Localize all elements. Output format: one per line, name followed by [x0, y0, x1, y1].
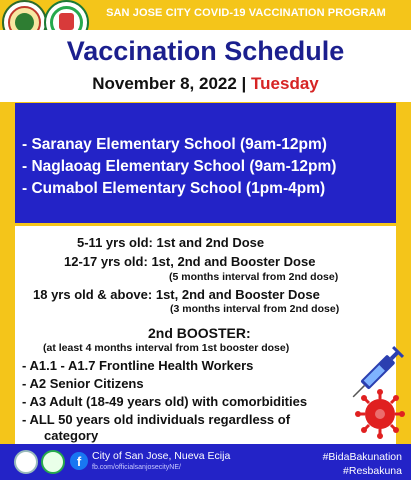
footer-facebook-url[interactable]: fb.com/officialsanjosecityNE/: [92, 464, 181, 471]
date-separator: |: [241, 74, 247, 93]
school-item: - Cumabol Elementary School (1pm-4pm): [22, 180, 326, 197]
booster-item: - A2 Senior Citizens: [22, 376, 144, 391]
hashtag: #BidaBakunation: [322, 451, 402, 463]
facebook-icon[interactable]: f: [70, 452, 88, 470]
eligibility-panel: [15, 226, 396, 444]
dose-age: 12-17 yrs old:: [64, 254, 148, 269]
program-title: SAN JOSE CITY COVID-19 VACCINATION PROGRAM: [106, 7, 386, 19]
dose-text: 1st, 2nd and Booster Dose: [151, 254, 316, 269]
school-item: - Naglaoag Elementary School (9am-12pm): [22, 158, 337, 175]
booster-title: 2nd BOOSTER:: [148, 325, 251, 341]
date-line: [0, 74, 411, 94]
virus-icon: [355, 389, 405, 439]
school-item: - Saranay Elementary School (9am-12pm): [22, 136, 327, 153]
dose-text: 1st and 2nd Dose: [156, 235, 265, 250]
schedule-title: Vaccination Schedule: [66, 36, 345, 66]
dose-row: [33, 287, 320, 302]
booster-item: - A3 Adult (18-49 years old) with comorbidities: [22, 394, 308, 409]
booster-item: - ALL 50 years old individuals regardless of: [22, 412, 291, 427]
schedule-date: November 8, 2022: [92, 74, 237, 93]
dose-row: [64, 254, 315, 269]
dose-row: [77, 235, 264, 250]
dose-age: 18 yrs old & above:: [33, 287, 153, 302]
booster-note: (at least 4 months interval from 1st booster dose): [43, 342, 290, 354]
footer-city-name: City of San Jose, Nueva Ecija: [92, 450, 231, 462]
title-box: [0, 30, 411, 102]
schedule-day: Tuesday: [251, 74, 319, 93]
syringe-icon: [348, 346, 404, 402]
dose-note: (5 months interval from 2nd dose): [169, 271, 339, 283]
footer-city-seal: [14, 450, 38, 474]
booster-item: - A1.1 - A1.7 Frontline Health Workers: [22, 358, 254, 373]
schools-panel: [15, 103, 396, 223]
dose-note: (3 months interval from 2nd dose): [170, 303, 340, 315]
booster-item: category: [44, 428, 99, 443]
hashtag: #Resbakuna: [343, 465, 402, 477]
dose-text: 1st, 2nd and Booster Dose: [155, 287, 320, 302]
dose-age: 5-11 yrs old:: [77, 235, 153, 250]
syringe-virus-illustration: [340, 330, 411, 444]
footer-health-seal: [41, 450, 65, 474]
